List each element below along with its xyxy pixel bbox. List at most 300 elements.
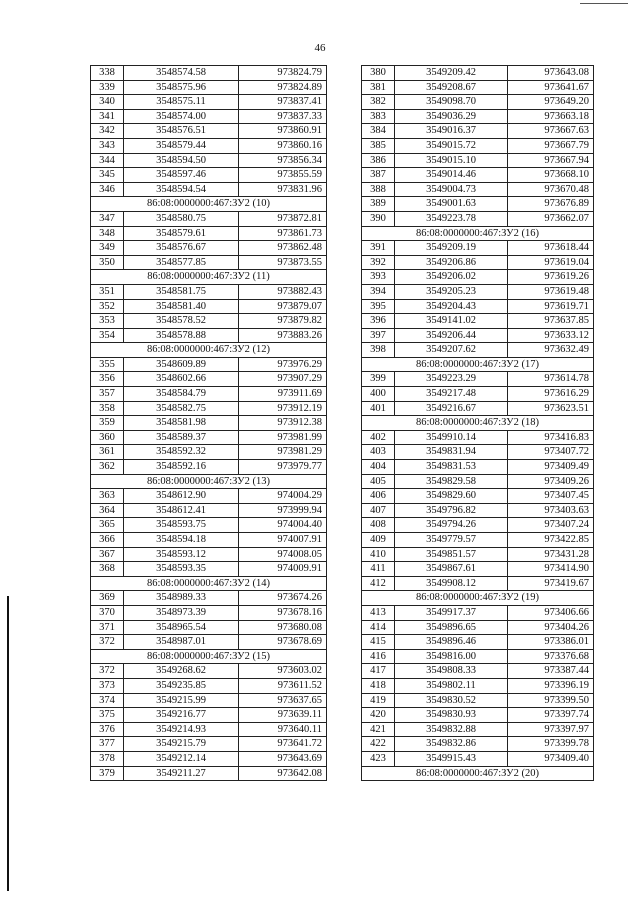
point-number-cell: 351 — [91, 284, 124, 299]
coordinate-row — [91, 518, 327, 533]
y-coordinate-cell: 973860.91 — [239, 124, 327, 139]
point-number-cell: 392 — [362, 255, 395, 270]
coordinate-row — [91, 503, 327, 518]
x-coordinate-cell: 3548612.90 — [124, 489, 239, 504]
point-number-cell: 394 — [362, 284, 395, 299]
coordinate-row — [91, 284, 327, 299]
y-coordinate-cell: 973419.67 — [508, 576, 594, 591]
point-number-cell: 380 — [362, 66, 395, 81]
x-coordinate-cell: 3548594.50 — [124, 153, 239, 168]
coordinate-row — [362, 605, 594, 620]
x-coordinate-cell: 3549211.27 — [124, 766, 239, 781]
x-coordinate-cell: 3548593.12 — [124, 547, 239, 562]
y-coordinate-cell: 973674.26 — [239, 591, 327, 606]
y-coordinate-cell: 973912.38 — [239, 416, 327, 431]
y-coordinate-cell: 973856.34 — [239, 153, 327, 168]
y-coordinate-cell: 974008.05 — [239, 547, 327, 562]
coordinate-row — [91, 138, 327, 153]
y-coordinate-cell: 973632.49 — [508, 343, 594, 358]
coordinate-row — [362, 445, 594, 460]
coordinate-row — [91, 124, 327, 139]
y-coordinate-cell: 973680.08 — [239, 620, 327, 635]
y-coordinate-cell: 974009.91 — [239, 562, 327, 577]
point-number-cell: 340 — [91, 95, 124, 110]
x-coordinate-cell: 3548582.75 — [124, 401, 239, 416]
x-coordinate-cell: 3548597.46 — [124, 168, 239, 183]
y-coordinate-cell: 973837.33 — [239, 109, 327, 124]
x-coordinate-cell: 3549867.61 — [395, 562, 508, 577]
coordinate-row — [91, 328, 327, 343]
x-coordinate-cell: 3548592.16 — [124, 460, 239, 475]
x-coordinate-cell: 3549204.43 — [395, 299, 508, 314]
y-coordinate-cell: 973873.55 — [239, 255, 327, 270]
coordinate-row — [362, 664, 594, 679]
coordinate-row — [362, 314, 594, 329]
x-coordinate-cell: 3548575.96 — [124, 80, 239, 95]
coordinate-row — [362, 95, 594, 110]
x-coordinate-cell: 3548584.79 — [124, 387, 239, 402]
point-number-cell: 367 — [91, 547, 124, 562]
point-number-cell: 409 — [362, 533, 395, 548]
x-coordinate-cell: 3548578.52 — [124, 314, 239, 329]
coordinate-row — [91, 255, 327, 270]
x-coordinate-cell: 3548576.51 — [124, 124, 239, 139]
y-coordinate-cell: 973981.99 — [239, 430, 327, 445]
coordinate-row — [91, 445, 327, 460]
y-coordinate-cell: 973399.78 — [508, 737, 594, 752]
point-number-cell: 371 — [91, 620, 124, 635]
point-number-cell: 349 — [91, 241, 124, 256]
x-coordinate-cell: 3549794.26 — [395, 518, 508, 533]
x-coordinate-cell: 3549829.58 — [395, 474, 508, 489]
coordinate-row — [362, 474, 594, 489]
x-coordinate-cell: 3548580.75 — [124, 211, 239, 226]
x-coordinate-cell: 3549209.19 — [395, 241, 508, 256]
x-coordinate-cell: 3548578.88 — [124, 328, 239, 343]
y-coordinate-cell: 973831.96 — [239, 182, 327, 197]
y-coordinate-cell: 973407.45 — [508, 489, 594, 504]
y-coordinate-cell: 973397.97 — [508, 722, 594, 737]
coordinate-row — [91, 80, 327, 95]
coordinate-row — [91, 168, 327, 183]
y-coordinate-cell: 973824.89 — [239, 80, 327, 95]
x-coordinate-cell: 3549215.79 — [124, 737, 239, 752]
x-coordinate-cell: 3548973.39 — [124, 605, 239, 620]
coordinate-row — [362, 168, 594, 183]
coordinate-row — [362, 489, 594, 504]
point-number-cell: 383 — [362, 109, 395, 124]
coordinate-row — [362, 576, 594, 591]
y-coordinate-cell: 973387.44 — [508, 664, 594, 679]
x-coordinate-cell: 3549001.63 — [395, 197, 508, 212]
x-coordinate-cell: 3549098.70 — [395, 95, 508, 110]
x-coordinate-cell: 3548581.75 — [124, 284, 239, 299]
point-number-cell: 356 — [91, 372, 124, 387]
x-coordinate-cell: 3549816.00 — [395, 649, 508, 664]
coordinate-row — [362, 547, 594, 562]
coordinate-row — [362, 401, 594, 416]
point-number-cell: 398 — [362, 343, 395, 358]
point-number-cell: 360 — [91, 430, 124, 445]
point-number-cell: 410 — [362, 547, 395, 562]
x-coordinate-cell: 3549223.78 — [395, 211, 508, 226]
point-number-cell: 423 — [362, 751, 395, 766]
x-coordinate-cell: 3549212.14 — [124, 751, 239, 766]
coordinate-row — [91, 153, 327, 168]
y-coordinate-cell: 973641.72 — [239, 737, 327, 752]
point-number-cell: 339 — [91, 80, 124, 95]
point-number-cell: 346 — [91, 182, 124, 197]
coordinate-row — [362, 124, 594, 139]
x-coordinate-cell: 3549206.44 — [395, 328, 508, 343]
coordinate-row — [362, 751, 594, 766]
coordinate-row — [362, 372, 594, 387]
point-number-cell: 368 — [91, 562, 124, 577]
x-coordinate-cell: 3548579.44 — [124, 138, 239, 153]
coordinates-table-left — [90, 65, 327, 781]
point-number-cell: 379 — [91, 766, 124, 781]
point-number-cell: 345 — [91, 168, 124, 183]
y-coordinate-cell: 973861.73 — [239, 226, 327, 241]
x-coordinate-cell: 3549223.29 — [395, 372, 508, 387]
point-number-cell: 422 — [362, 737, 395, 752]
x-coordinate-cell: 3548609.89 — [124, 357, 239, 372]
coordinate-row — [362, 211, 594, 226]
y-coordinate-cell: 973640.11 — [239, 722, 327, 737]
coordinate-row — [91, 766, 327, 781]
point-number-cell: 352 — [91, 299, 124, 314]
x-coordinate-cell: 3548589.37 — [124, 430, 239, 445]
coordinate-row — [362, 153, 594, 168]
coordinate-row — [91, 562, 327, 577]
x-coordinate-cell: 3549215.99 — [124, 693, 239, 708]
point-number-cell: 399 — [362, 372, 395, 387]
y-coordinate-cell: 973879.07 — [239, 299, 327, 314]
point-number-cell: 341 — [91, 109, 124, 124]
point-number-cell: 348 — [91, 226, 124, 241]
coordinate-row — [91, 109, 327, 124]
coordinate-row — [91, 620, 327, 635]
point-number-cell: 417 — [362, 664, 395, 679]
parcel-section-header: 86:08:0000000:467:ЗУ2 (15) — [91, 649, 327, 664]
x-coordinate-cell: 3548581.40 — [124, 299, 239, 314]
coordinate-row — [362, 649, 594, 664]
point-number-cell: 359 — [91, 416, 124, 431]
x-coordinate-cell: 3549015.10 — [395, 153, 508, 168]
point-number-cell: 421 — [362, 722, 395, 737]
coordinate-row — [91, 226, 327, 241]
y-coordinate-cell: 973409.40 — [508, 751, 594, 766]
y-coordinate-cell: 973667.63 — [508, 124, 594, 139]
point-number-cell: 366 — [91, 533, 124, 548]
coordinate-row — [91, 605, 327, 620]
coordinate-row — [91, 678, 327, 693]
coordinate-row — [91, 722, 327, 737]
y-coordinate-cell: 973824.79 — [239, 66, 327, 81]
point-number-cell: 401 — [362, 401, 395, 416]
coordinate-row — [362, 138, 594, 153]
point-number-cell: 347 — [91, 211, 124, 226]
coordinate-row — [362, 693, 594, 708]
x-coordinate-cell: 3549831.94 — [395, 445, 508, 460]
y-coordinate-cell: 973662.07 — [508, 211, 594, 226]
scan-artifact-line — [580, 3, 628, 4]
x-coordinate-cell: 3549207.62 — [395, 343, 508, 358]
section-header-row — [91, 649, 327, 664]
x-coordinate-cell: 3548989.33 — [124, 591, 239, 606]
y-coordinate-cell: 973616.29 — [508, 387, 594, 402]
x-coordinate-cell: 3548574.00 — [124, 109, 239, 124]
point-number-cell: 372 — [91, 635, 124, 650]
coordinate-row — [91, 591, 327, 606]
coordinate-row — [362, 66, 594, 81]
coordinate-row — [91, 66, 327, 81]
x-coordinate-cell: 3549832.88 — [395, 722, 508, 737]
point-number-cell: 362 — [91, 460, 124, 475]
y-coordinate-cell: 973911.69 — [239, 387, 327, 402]
point-number-cell: 382 — [362, 95, 395, 110]
section-header-row — [91, 270, 327, 285]
y-coordinate-cell: 973637.85 — [508, 314, 594, 329]
coordinate-row — [362, 620, 594, 635]
scan-margin-bar — [7, 596, 9, 891]
coordinate-row — [362, 182, 594, 197]
point-number-cell: 407 — [362, 503, 395, 518]
y-coordinate-cell: 973619.04 — [508, 255, 594, 270]
x-coordinate-cell: 3549205.23 — [395, 284, 508, 299]
y-coordinate-cell: 973676.89 — [508, 197, 594, 212]
y-coordinate-cell: 973397.74 — [508, 708, 594, 723]
coordinate-row — [362, 387, 594, 402]
point-number-cell: 343 — [91, 138, 124, 153]
x-coordinate-cell: 3549896.46 — [395, 635, 508, 650]
x-coordinate-cell: 3549796.82 — [395, 503, 508, 518]
y-coordinate-cell: 973668.10 — [508, 168, 594, 183]
x-coordinate-cell: 3549235.85 — [124, 678, 239, 693]
y-coordinate-cell: 973633.12 — [508, 328, 594, 343]
coordinate-row — [91, 635, 327, 650]
coordinate-row — [362, 80, 594, 95]
y-coordinate-cell: 973979.77 — [239, 460, 327, 475]
x-coordinate-cell: 3548987.01 — [124, 635, 239, 650]
point-number-cell: 344 — [91, 153, 124, 168]
x-coordinate-cell: 3549915.43 — [395, 751, 508, 766]
point-number-cell: 400 — [362, 387, 395, 402]
coordinate-row — [91, 95, 327, 110]
point-number-cell: 376 — [91, 722, 124, 737]
y-coordinate-cell: 973837.41 — [239, 95, 327, 110]
x-coordinate-cell: 3549779.57 — [395, 533, 508, 548]
point-number-cell: 353 — [91, 314, 124, 329]
coordinate-row — [362, 270, 594, 285]
x-coordinate-cell: 3549216.67 — [395, 401, 508, 416]
section-header-row — [91, 343, 327, 358]
point-number-cell: 413 — [362, 605, 395, 620]
parcel-section-header: 86:08:0000000:467:ЗУ2 (17) — [362, 357, 594, 372]
coordinate-row — [91, 460, 327, 475]
point-number-cell: 374 — [91, 693, 124, 708]
x-coordinate-cell: 3549208.67 — [395, 80, 508, 95]
x-coordinate-cell: 3548965.54 — [124, 620, 239, 635]
coordinate-row — [362, 503, 594, 518]
x-coordinate-cell: 3548579.61 — [124, 226, 239, 241]
y-coordinate-cell: 973403.63 — [508, 503, 594, 518]
coordinate-row — [362, 197, 594, 212]
point-number-cell: 397 — [362, 328, 395, 343]
x-coordinate-cell: 3549832.86 — [395, 737, 508, 752]
point-number-cell: 357 — [91, 387, 124, 402]
point-number-cell: 403 — [362, 445, 395, 460]
x-coordinate-cell: 3549830.52 — [395, 693, 508, 708]
point-number-cell: 361 — [91, 445, 124, 460]
x-coordinate-cell: 3549917.37 — [395, 605, 508, 620]
parcel-section-header: 86:08:0000000:467:ЗУ2 (16) — [362, 226, 594, 241]
coordinate-row — [91, 211, 327, 226]
parcel-section-header: 86:08:0000000:467:ЗУ2 (10) — [91, 197, 327, 212]
y-coordinate-cell: 974004.29 — [239, 489, 327, 504]
y-coordinate-cell: 973422.85 — [508, 533, 594, 548]
point-number-cell: 387 — [362, 168, 395, 183]
point-number-cell: 338 — [91, 66, 124, 81]
point-number-cell: 350 — [91, 255, 124, 270]
point-number-cell: 365 — [91, 518, 124, 533]
coordinate-row — [362, 299, 594, 314]
x-coordinate-cell: 3548581.98 — [124, 416, 239, 431]
point-number-cell: 390 — [362, 211, 395, 226]
x-coordinate-cell: 3549851.57 — [395, 547, 508, 562]
y-coordinate-cell: 973404.26 — [508, 620, 594, 635]
point-number-cell: 384 — [362, 124, 395, 139]
section-header-row — [91, 197, 327, 212]
y-coordinate-cell: 973414.90 — [508, 562, 594, 577]
y-coordinate-cell: 973663.18 — [508, 109, 594, 124]
point-number-cell: 402 — [362, 430, 395, 445]
y-coordinate-cell: 973431.28 — [508, 547, 594, 562]
y-coordinate-cell: 973603.02 — [239, 664, 327, 679]
parcel-section-header: 86:08:0000000:467:ЗУ2 (20) — [362, 766, 594, 781]
page-number: 46 — [314, 42, 326, 54]
coordinate-row — [362, 533, 594, 548]
y-coordinate-cell: 973409.49 — [508, 460, 594, 475]
parcel-section-header: 86:08:0000000:467:ЗУ2 (19) — [362, 591, 594, 606]
point-number-cell: 386 — [362, 153, 395, 168]
point-number-cell: 355 — [91, 357, 124, 372]
coordinate-row — [362, 343, 594, 358]
y-coordinate-cell: 973386.01 — [508, 635, 594, 650]
section-header-row — [91, 576, 327, 591]
y-coordinate-cell: 973976.29 — [239, 357, 327, 372]
coordinate-row — [362, 678, 594, 693]
coordinate-row — [91, 664, 327, 679]
point-number-cell: 419 — [362, 693, 395, 708]
x-coordinate-cell: 3549216.77 — [124, 708, 239, 723]
coordinate-row — [362, 284, 594, 299]
section-header-row — [362, 416, 594, 431]
parcel-section-header: 86:08:0000000:467:ЗУ2 (18) — [362, 416, 594, 431]
point-number-cell: 418 — [362, 678, 395, 693]
point-number-cell: 404 — [362, 460, 395, 475]
coordinate-row — [91, 314, 327, 329]
y-coordinate-cell: 973641.67 — [508, 80, 594, 95]
y-coordinate-cell: 973399.50 — [508, 693, 594, 708]
point-number-cell: 420 — [362, 708, 395, 723]
y-coordinate-cell: 973643.69 — [239, 751, 327, 766]
coordinate-row — [91, 693, 327, 708]
parcel-section-header: 86:08:0000000:467:ЗУ2 (11) — [91, 270, 327, 285]
x-coordinate-cell: 3549206.86 — [395, 255, 508, 270]
point-number-cell: 395 — [362, 299, 395, 314]
x-coordinate-cell: 3548593.35 — [124, 562, 239, 577]
x-coordinate-cell: 3549141.02 — [395, 314, 508, 329]
point-number-cell: 377 — [91, 737, 124, 752]
y-coordinate-cell: 973611.52 — [239, 678, 327, 693]
y-coordinate-cell: 973999.94 — [239, 503, 327, 518]
coordinate-row — [362, 562, 594, 577]
x-coordinate-cell: 3549014.46 — [395, 168, 508, 183]
x-coordinate-cell: 3549016.37 — [395, 124, 508, 139]
coordinate-row — [91, 430, 327, 445]
x-coordinate-cell: 3548577.85 — [124, 255, 239, 270]
coordinate-row — [91, 241, 327, 256]
y-coordinate-cell: 973883.26 — [239, 328, 327, 343]
coordinate-row — [362, 722, 594, 737]
coordinate-row — [91, 299, 327, 314]
y-coordinate-cell: 973396.19 — [508, 678, 594, 693]
point-number-cell: 412 — [362, 576, 395, 591]
x-coordinate-cell: 3549831.53 — [395, 460, 508, 475]
point-number-cell: 354 — [91, 328, 124, 343]
y-coordinate-cell: 973406.66 — [508, 605, 594, 620]
coordinate-row — [91, 357, 327, 372]
y-coordinate-cell: 973855.59 — [239, 168, 327, 183]
point-number-cell: 408 — [362, 518, 395, 533]
coordinate-row — [362, 460, 594, 475]
x-coordinate-cell: 3548602.66 — [124, 372, 239, 387]
point-number-cell: 370 — [91, 605, 124, 620]
x-coordinate-cell: 3548612.41 — [124, 503, 239, 518]
coordinates-table-right — [361, 65, 594, 781]
coordinate-row — [362, 708, 594, 723]
parcel-section-header: 86:08:0000000:467:ЗУ2 (12) — [91, 343, 327, 358]
y-coordinate-cell: 973678.16 — [239, 605, 327, 620]
coordinate-row — [91, 489, 327, 504]
coordinate-row — [91, 401, 327, 416]
y-coordinate-cell: 973667.94 — [508, 153, 594, 168]
section-header-row — [362, 226, 594, 241]
point-number-cell: 405 — [362, 474, 395, 489]
y-coordinate-cell: 974007.91 — [239, 533, 327, 548]
y-coordinate-cell: 973860.16 — [239, 138, 327, 153]
x-coordinate-cell: 3549829.60 — [395, 489, 508, 504]
x-coordinate-cell: 3548594.54 — [124, 182, 239, 197]
x-coordinate-cell: 3549808.33 — [395, 664, 508, 679]
point-number-cell: 389 — [362, 197, 395, 212]
y-coordinate-cell: 973879.82 — [239, 314, 327, 329]
coordinate-row — [362, 255, 594, 270]
y-coordinate-cell: 973670.48 — [508, 182, 594, 197]
coordinate-row — [91, 547, 327, 562]
x-coordinate-cell: 3549036.29 — [395, 109, 508, 124]
point-number-cell: 388 — [362, 182, 395, 197]
coordinate-row — [91, 751, 327, 766]
point-number-cell: 358 — [91, 401, 124, 416]
x-coordinate-cell: 3549004.73 — [395, 182, 508, 197]
y-coordinate-cell: 974004.40 — [239, 518, 327, 533]
x-coordinate-cell: 3549908.12 — [395, 576, 508, 591]
point-number-cell: 414 — [362, 620, 395, 635]
x-coordinate-cell: 3549206.02 — [395, 270, 508, 285]
coordinate-row — [91, 387, 327, 402]
